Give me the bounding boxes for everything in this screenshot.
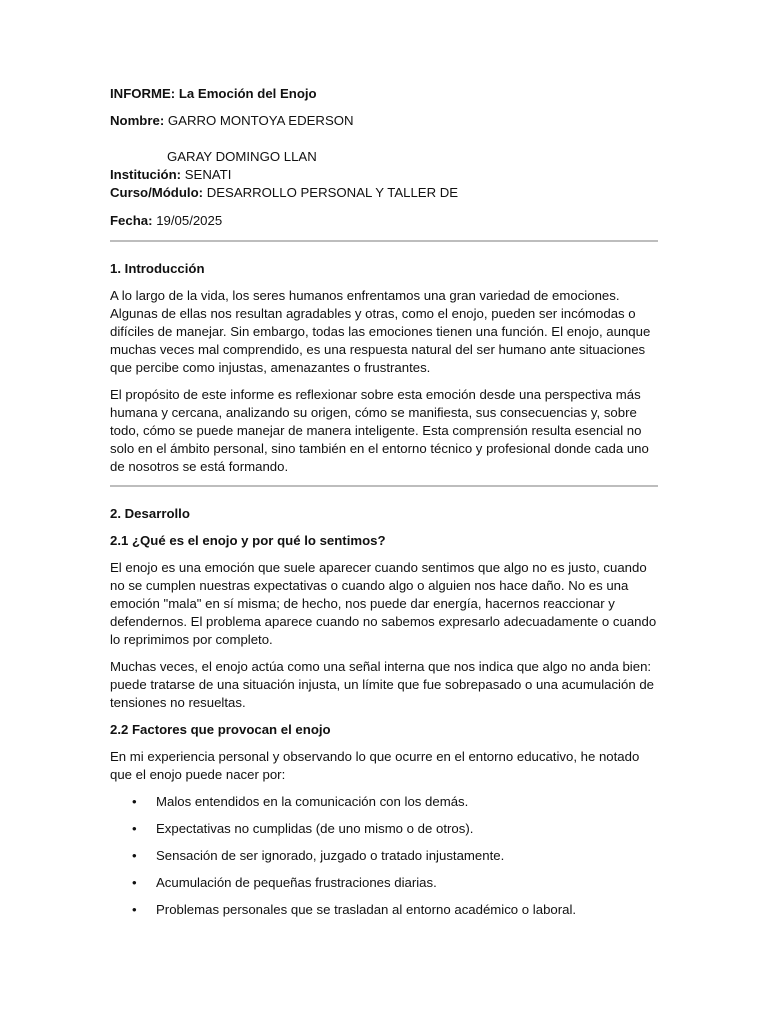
subsection-1-paragraph-1: El enojo es una emoción que suele aparecer cuando sentimos que algo no es justo, cuando no se cumplen nuestras expectativas o cuando algo o alguien nos hace daño. No es una emoción "mala" en sí misma; de hecho, nos puede dar energía, hacernos reaccionar y defendernos. El problema aparece cuando no sabemos expresarlo adecuadamente o cuando lo reprimimos por completo. [110,560,657,647]
list-item: • Problemas personales que se trasladan al entorno académico o laboral. [132,902,577,917]
institution-label: Institución: [110,167,182,182]
subsection-2-heading: 2.2 Factores que provocan el enojo [110,722,331,737]
subsection-2-paragraph: En mi experiencia personal y observando lo que ocurre en el entorno educativo, he notado que el enojo puede nacer por: [110,749,640,782]
date-label: Fecha: [110,213,153,228]
list-item: • Malos entendidos en la comunicación con los demás. [132,794,469,809]
institution-value: SENATI [184,167,232,182]
list-item: • Sensación de ser ignorado, juzgado o tratado injustamente. [132,848,505,863]
list-item: • Expectativas no cumplidas (de uno mismo o de otros). [132,821,474,836]
bullet-icon: • [132,848,137,863]
course-label: Curso/Módulo: [110,185,204,200]
institution-row [110,166,658,184]
name-label: Nombre: [110,113,165,128]
bullet-icon: • [132,902,137,917]
course-row [110,184,658,202]
name-row [110,112,658,130]
date-row [110,212,658,230]
date-value: 19/05/2025 [156,213,223,228]
intro-heading: 1. Introducción [110,261,205,276]
report-title: INFORME: La Emoción del Enojo [110,86,317,101]
bullet-icon: • [132,821,137,836]
bullet-icon: • [132,875,137,890]
course-value: DESARROLLO PERSONAL Y TALLER DE [206,185,459,200]
subsection-1-heading: 2.1 ¿Qué es el enojo y por qué lo sentimos? [110,533,386,548]
development-heading: 2. Desarrollo [110,506,190,521]
document-page [110,85,658,928]
name-value-1: GARRO MONTOYA EDERSON [167,113,354,128]
list-item: • Acumulación de pequeñas frustraciones diarias. [132,875,437,890]
bullet-icon: • [132,794,137,809]
intro-paragraph-2: El propósito de este informe es reflexionar sobre esta emoción desde una perspectiva más humana y cercana, analizando su origen, cómo se manifiesta, sus consecuencias y, sobre todo, cómo se puede manejar de manera inteligente. Esta comprensión resulta esencial no solo en el ámbito personal, sino también en el entorno técnico y profesional donde cada uno de nosotros se está formando. [110,387,649,474]
name-value-2: GARAY DOMINGO LLAN [167,149,317,164]
subsection-1-paragraph-2: Muchas veces, el enojo actúa como una señal interna que nos indica que algo no anda bien: puede tratarse de una situación injusta, un límite que fue sobrepasado o una acumulación de tensiones no resueltas. [110,659,654,710]
intro-paragraph-1: A lo largo de la vida, los seres humanos enfrentamos una gran variedad de emociones. Algunas de ellas nos resultan agradables y otras, como el enojo, pueden ser incómodas o difíciles de manejar. Sin embargo, todas las emociones tienen una función. El enojo, aunque muchas veces mal comprendido, es una respuesta natural del ser humano ante situaciones que percibe como injustas, amenazantes o frustrantes. [110,288,651,375]
factors-list [110,793,658,919]
